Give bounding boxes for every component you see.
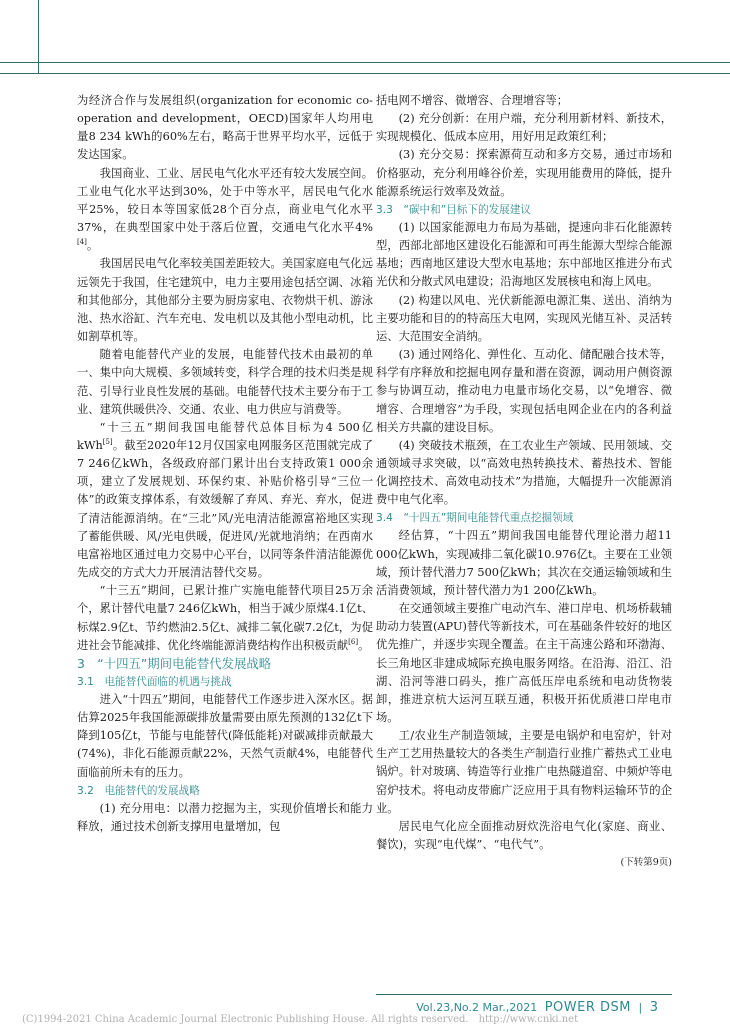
paragraph: 进入“十四五”期间，电能替代工作逐步进入深水区。据估算2025年我国能源碳排放量需要由原先预测的132亿t下降到105亿t，节能与电能替代(降低能耗)对碳减排贡献最大(74%)，非化石能源贡献22%，天然气贡献4%，电能替代面临前所未有的压力。 <box>77 693 373 779</box>
paragraph: (4) 突破技术瓶颈，在工农业生产领域、民用领域、交通领域寻求突破，以“高效电热转换技术、蓄热技术、智能化调控技术、高效电动技术”为措施，大幅提升一次能源消费中电气化率。 <box>376 438 672 507</box>
subsection-heading: 3.2 电能替代的发展战略 <box>77 784 200 797</box>
paragraph: “十三五”期间，已累计推广实施电能替代项目25万余个，累计替代电量7 246亿kWh，相当于减少原煤4.1亿t、标煤2.9亿t、节约燃油2.5亿t、减排二氧化碳7.2亿t，为促进社会节能减排、优化终端能源消费结构作出积极贡献[6]。 <box>77 584 373 652</box>
paragraph: (1) 以国家能源电力布局为基础，提速向非石化能源转型，西部北部地区建设化石能源和可再生能源大型综合能源基地；西南地区建设大型水电基地；东中部地区推进分布式光伏和分散式风电建设；沿海地区发展核电和海上风电。 <box>376 220 672 289</box>
paragraph: 居民电气化应全面推动厨炊洗浴电气化(家庭、商业、餐饮)，实现“电代煤”、“电代气”。 <box>376 819 672 852</box>
paragraph: 随着电能替代产业的发展，电能替代技术由最初的单一、集中向大规模、多领域转变，科学合理的技术归类是规范、引导行业良性发展的基础。电能替代技术主要分布于工业、建筑供暖供冷、交通、农业、电力供应与消费等。 <box>77 348 373 416</box>
copyright-watermark: (C)1994-2021 China Academic Journal Electronic Publishing House. All rights reserved. http://www.cnki.net <box>22 1014 579 1025</box>
left-column <box>77 92 373 836</box>
paragraph: 工/农业生产制造领域，主要是电锅炉和电窑炉，针对生产工艺用热量较大的各类生产制造行业推广蓄热式工业电锅炉。针对玻璃、铸造等行业推广电热隧道窑、中频炉等电窑炉技术。将电动皮带廊广泛应用于具有物料运输环节的企业。 <box>376 729 672 815</box>
continued-note: (下转第9页) <box>620 857 672 869</box>
header-rule-vertical <box>38 0 39 73</box>
paragraph: (3) 通过网络化、弹性化、互动化、储配融合技术等，科学有序释放和挖掘电网存量和潜在资源，调动用户侧资源参与协调互动，推动电力电量市场化交易，以“免增容、微增容、合理增容”为手段，实现包括电网企业在内的各利益相关方共赢的建设目标。 <box>376 348 672 434</box>
paragraph: (3) 充分交易：探索源荷互动和多方交易，通过市场和价格驱动，充分利用峰谷价差，实现用能费用的降低，提升能源系统运行效率及效益。 <box>376 148 672 198</box>
citation[interactable]: [6] <box>348 637 359 646</box>
paragraph: 我国居民电气化率较美国差距较大。美国家庭电气化远远领先于我国，住宅建筑中，电力主要用途包括空调、冰箱和其他部分，其他部分主要为厨房家电、衣物烘干机、游泳池、热水浴缸、汽车充电、发电机以及其他小型电动机，比如割草机等。 <box>77 257 373 344</box>
subsection-heading: 3.4 “十四五”期间电能替代重点挖掘领域 <box>376 512 574 525</box>
paragraph: 括电网不增容、微增容、合理增容等； <box>376 94 569 107</box>
subsection-heading: 3.1 电能替代面临的机遇与挑战 <box>77 676 232 688</box>
paragraph: 在交通领域主要推广电动汽车、港口岸电、机场桥载辅助动力装置(APU)替代等新技术，可在基础条件较好的地区优先推广，并逐步实现全覆盖。在主干高速公路和环渤海、长三角地区非建成城际充换电服务网络。在沿海、沿江、沿湖、沿河等港口码头，推广高低压岸电系统和电动货物装卸，推进京杭大运河互联互通，积极开拓优质港口岸电市场。 <box>376 602 672 724</box>
paragraph: “十三五”期间我国电能替代总体目标为4 500亿kWh[5]。截至2020年12月仅国家电网服务区范围就完成了7 246亿kWh，各级政府部门累计出台支持政策1 000余项，建立了发展规划、环保约束、补贴价格引导“三位一体”的政策支撑体系，有效缓解了弃风、弃光、弃水，促进了清洁能源消纳。在“三北”风/光电清洁能源富裕地区实现了蓄能供暖、风/光电供暖，促进风/光就地消纳；在西南水电富裕地区通过电力交易中心平台，以同等条件清洁能源优先成交的方式大力开展清洁替代交易。 <box>77 420 373 580</box>
subsection-heading: 3.3 “碳中和”目标下的发展建议 <box>376 203 531 216</box>
paragraph: (2) 构建以风电、光伏新能源电源汇集、送出、消纳为主要功能和目的的特高压大电网，实现风光储互补、灵活转运、大范围安全消纳。 <box>376 293 672 343</box>
footer-journal: POWER DSM <box>544 1000 631 1015</box>
footer-volume: Vol.23,No.2 <box>416 1001 479 1014</box>
right-column <box>376 92 672 872</box>
paragraph: 我国商业、工业、居民电气化水平还有较大发展空间。工业电气化水平达到30%，处于中等水平，居民电气化水平25%，较日本等国家低28个百分点，商业电气化水平37%，在典型国家中处于落后位置，交通电气化水平4%[4]。 <box>77 166 373 253</box>
header-rule-bottom <box>0 73 730 74</box>
footer-date: Mar.,2021 <box>482 1001 538 1014</box>
paragraph: 为经济合作与发展组织(organization for economic co-operation and development，OECD)国家年人均用电量8 234 kWh的60%左右，略高于世界平均水平，远低于发达国家。 <box>77 94 373 162</box>
paragraph: (2) 充分创新：在用户端，充分利用新材料、新技术，实现规模化、低成本应用，用好用足政策红利； <box>376 112 672 144</box>
footer-rule <box>376 994 672 995</box>
section-heading: 3 “十四五”期间电能替代发展战略 <box>77 655 272 671</box>
header-rule-top <box>0 62 730 63</box>
citation[interactable]: [4] <box>77 238 87 247</box>
citation[interactable]: [5] <box>102 438 113 447</box>
paragraph: (1) 充分用电：以潜力挖掘为主，实现价值增长和能力释放，通过技术创新支撑用电量增加，包 <box>77 801 373 833</box>
footer-separator: | <box>638 1001 643 1014</box>
paragraph: 经估算，“十四五”期间我国电能替代理论潜力超11 000亿kWh，实现减排二氧化碳10.976亿t。主要在工业领域，预计替代潜力7 500亿kWh；其次在交通运输领域和生活消费领域，预计替代潜力为1 200亿kWh。 <box>376 529 672 597</box>
page-number: 3 <box>649 1000 658 1015</box>
